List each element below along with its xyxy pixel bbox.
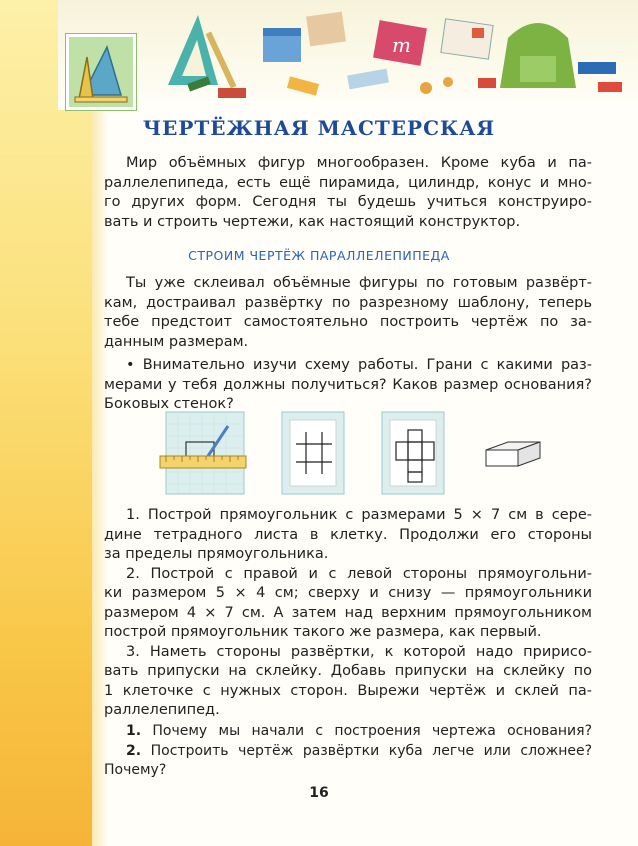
text-line: Мир объёмных фигур многообразен. Кроме куба и па- bbox=[126, 155, 592, 171]
step-2-illustration bbox=[282, 412, 344, 494]
instructions bbox=[104, 506, 592, 721]
text-line: дине тетрадного листа в клетку. Продолжи его стороны bbox=[104, 526, 592, 543]
triangle-ruler-icon bbox=[69, 37, 133, 107]
text-line: вать и строить чертежи, как настоящий конструктор. bbox=[104, 213, 521, 230]
text-line: тебе предстоит самостоятельно построить чертёж по за- bbox=[104, 314, 592, 330]
intro-paragraph bbox=[104, 154, 592, 232]
school-supplies-illustration bbox=[58, 0, 638, 110]
text-line: мерами у тебя должны получиться? Каков размер основания? bbox=[104, 376, 592, 393]
text-line: 1 клеточке с нужных сторон. Вырежи чертёж и склей па- bbox=[104, 682, 592, 699]
text-line: раллелепипед. bbox=[104, 702, 220, 718]
question-text: Почему мы начали с построения чертежа основания? bbox=[152, 723, 592, 739]
section-title: СТРОИМ ЧЕРТЁЖ ПАРАЛЛЕЛЕПИПЕДА bbox=[188, 248, 450, 263]
step-1-illustration bbox=[160, 412, 246, 494]
question-1 bbox=[104, 722, 592, 742]
text-line: размером 4 × 7 см. А затем над верхним прямоугольником bbox=[104, 604, 592, 621]
question-text: Построить чертёж развёртки куба легче или сложнее? bbox=[150, 742, 592, 759]
page-title: ЧЕРТЁЖНАЯ МАСТЕРСКАЯ bbox=[142, 116, 496, 140]
questions bbox=[104, 722, 592, 781]
svg-text:m: m bbox=[392, 33, 411, 57]
step-4-illustration bbox=[486, 442, 540, 466]
text-line: построй прямоугольник такого же размера, как первый. bbox=[104, 624, 542, 640]
text-line: 2. Построй с правой и с левой стороны прямоугольни- bbox=[126, 565, 592, 582]
question-number: 2. bbox=[126, 742, 142, 759]
text-line: данным размерам. bbox=[104, 333, 249, 350]
text-line: 1. Построй прямоугольник с размерами 5 × 7 см в сере- bbox=[126, 507, 592, 523]
step-3-illustration bbox=[382, 412, 444, 494]
workshop-emblem bbox=[66, 34, 136, 110]
text-line: го других форм. Сегодня ты будешь учиться конструиро- bbox=[104, 194, 592, 210]
work-steps-figure bbox=[156, 408, 576, 500]
text-line: за пределы прямоугольника. bbox=[104, 546, 329, 562]
intro-paragraph-2 bbox=[104, 274, 592, 352]
text-line: 3. Наметь стороны развёртки, к которой надо пририсо- bbox=[126, 643, 592, 660]
text-line: ки размером 5 × 4 см; сверху и снизу — прямоугольники bbox=[104, 585, 592, 601]
question-number: 1. bbox=[126, 723, 142, 739]
question-2-cont: Почему? bbox=[104, 762, 167, 778]
text-line: кам, достраивал развёртку по разрезному шаблону, теперь bbox=[104, 294, 592, 311]
text-line: • Внимательно изучи схему работы. Грани с какими раз- bbox=[126, 357, 592, 373]
text-line: Боковых стенок? bbox=[104, 396, 234, 412]
task-bullet bbox=[104, 356, 592, 415]
text-line: Ты уже склеивал объёмные фигуры по готовым развёрт- bbox=[126, 275, 592, 291]
text-line: раллелепипеда, есть ещё пирамида, цилиндр, конус и мно- bbox=[104, 174, 592, 191]
page-number: 16 bbox=[309, 785, 329, 801]
header-illustration bbox=[58, 0, 638, 110]
text-line: вать припуски на склейку. Добавь припуски на склейку по bbox=[104, 663, 592, 679]
question-2 bbox=[104, 742, 592, 762]
